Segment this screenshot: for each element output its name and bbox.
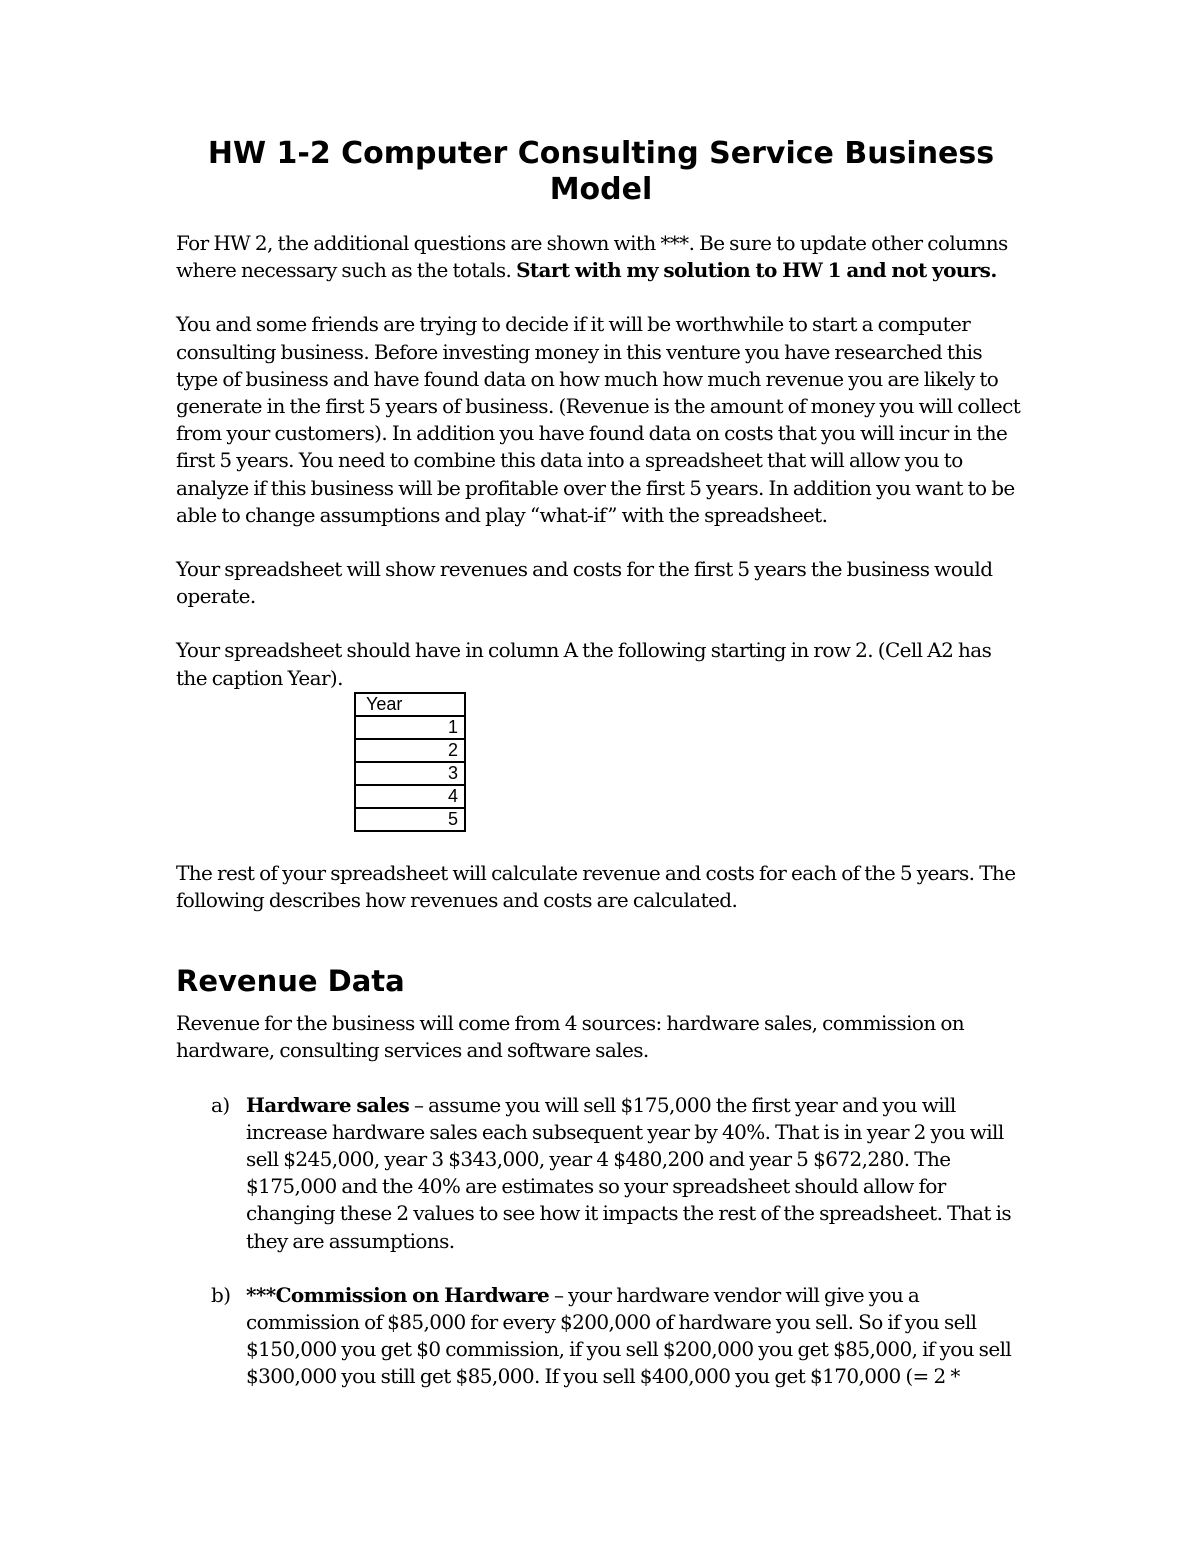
table-row: [355, 739, 465, 762]
spreadsheet-paragraph: Your spreadsheet will show revenues and costs for the first 5 years the business would operate.: [176, 557, 993, 609]
list-item: [176, 1092, 1026, 1255]
list-item-text: – assume you will sell $175,000 the first year and you will increase hardware sales each subsequent year by 40%. That is in year 2 you will sell $245,000, year 3 $343,000, year 4 $480,200 and year 5 $672,280. The $175,000 and the 40% are estimates so your spreadsheet should allow for changing these 2 values to see how it impacts the rest of the spreadsheet. That is they are assumptions.: [246, 1092, 1012, 1253]
hw2-note-text: For HW 2, the additional questions are shown with ***. Be sure to update other columns where necessary such as the totals.: [176, 231, 1008, 283]
revenue-intro: Revenue for the business will come from 4 sources: hardware sales, commission on hardware, consulting services and software sales.: [176, 1011, 965, 1063]
table-row: [355, 785, 465, 808]
calculation-paragraph: The rest of your spreadsheet will calculate revenue and costs for each of the 5 years. The following describes how revenues and costs are calculated.: [176, 860, 1016, 913]
year-cell: 1: [355, 716, 465, 739]
hw2-note: [176, 230, 1026, 284]
table-row: [355, 716, 465, 739]
list-marker: a): [211, 1092, 230, 1117]
year-cell: 2: [355, 739, 465, 762]
list-marker: b): [211, 1282, 231, 1307]
table-row: [355, 762, 465, 785]
table-row: [355, 693, 465, 716]
table-row: [355, 808, 465, 831]
year-table: [354, 692, 466, 832]
intro-paragraph: You and some friends are trying to decide if it will be worthwhile to start a computer consulting business. Before investing money in this venture you have researched this type of business and have found data on how much how much revenue you are likely to generate in the first 5 years of business. (Revenue is the amount of money you will collect from your customers). In addition you have found data on costs that you will incur in the first 5 years. You need to combine this data into a spreadsheet that will allow you to analyze if this business will be profitable over the first 5 years. In addition you want to be able to change assumptions and play “what-if” with the spreadsheet.: [176, 312, 1021, 527]
hw2-note-emphasis: Start with my solution to HW 1 and not yours.: [516, 258, 997, 283]
year-header-cell: Year: [355, 693, 465, 716]
revenue-list: [176, 1092, 1026, 1391]
document-title: HW 1-2 Computer Consulting Service Business Model: [207, 136, 995, 207]
year-cell: 5: [355, 808, 465, 831]
document-page: [176, 132, 1026, 1418]
list-item: [176, 1282, 1026, 1391]
year-cell: 3: [355, 762, 465, 785]
list-item-title: ***Commission on Hardware: [246, 1282, 550, 1307]
revenue-heading: Revenue Data: [176, 964, 405, 999]
list-item-title: Hardware sales: [246, 1092, 410, 1117]
list-item-text: – your hardware vendor will give you a commission of $85,000 for every $200,000 of hardware you sell. So if you sell $150,000 you get $0 commission, if you sell $200,000 you get $85,000, if you sell $300,000 you still get $85,000. If you sell $400,000 you get $170,000 (= 2 *: [246, 1282, 1012, 1389]
year-cell: 4: [355, 785, 465, 808]
column-a-paragraph: Your spreadsheet should have in column A the following starting in row 2. (Cell A2 has the caption Year).: [176, 638, 992, 690]
